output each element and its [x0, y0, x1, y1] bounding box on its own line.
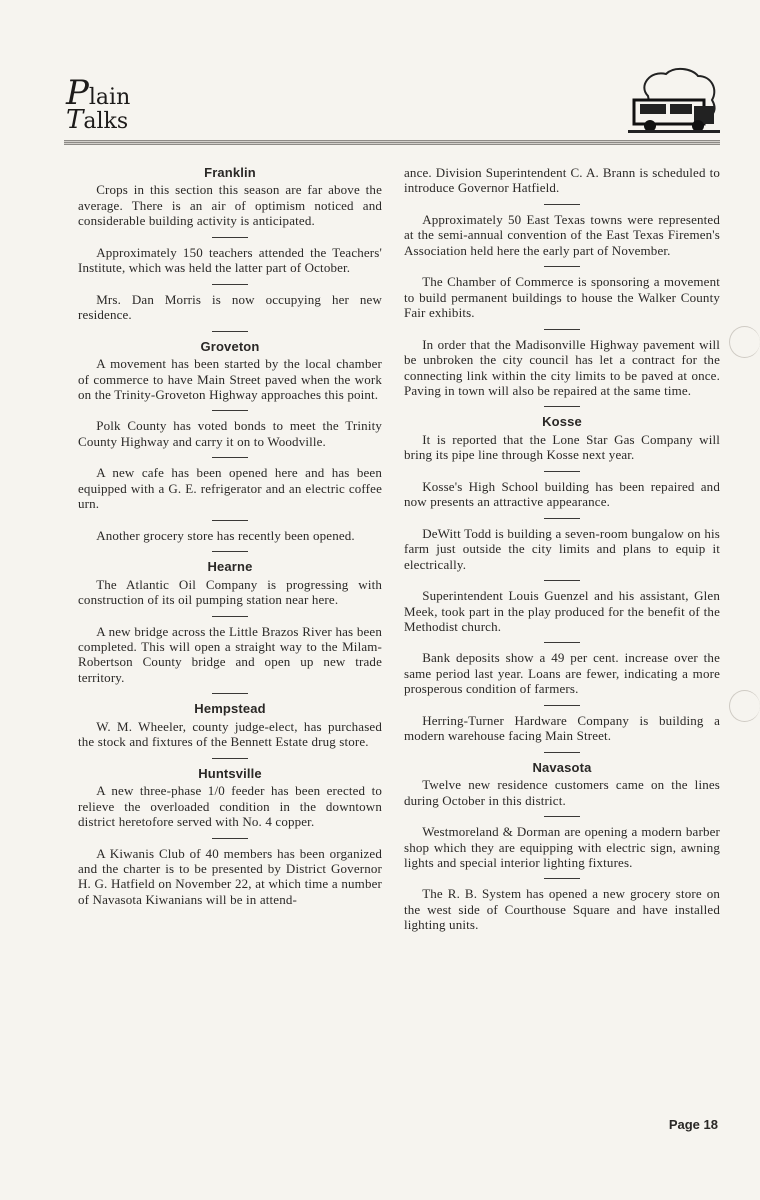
news-paragraph: A Kiwanis Club of 40 members has been organized and the charter is to be presented by District Governor H. G. Hatfield on November 22, at which time a number of Navasota Kiwanians will be in attend-	[78, 845, 382, 907]
news-paragraph: ance. Division Superintendent C. A. Brann is scheduled to introduce Governor Hatfield.	[404, 165, 720, 196]
section-divider	[544, 580, 580, 581]
section-divider	[212, 693, 248, 694]
town-heading: Huntsville	[198, 765, 262, 781]
news-paragraph: Approximately 150 teachers attended the Teachers' Institute, which was held the latter part of October.	[78, 244, 382, 276]
left-column	[78, 165, 382, 907]
news-paragraph: A movement has been started by the local chamber of commerce to have Main Street paved when the work on the Trinity-Groveton Highway approaches this point.	[78, 356, 382, 402]
news-paragraph: DeWitt Todd is building a seven-room bungalow on his farm just outside the city limits and plans to equip it electrically.	[404, 525, 720, 572]
section-divider	[544, 816, 580, 817]
punch-hole	[729, 690, 760, 722]
town-heading: Hempstead	[194, 701, 266, 717]
section-divider	[212, 457, 248, 458]
section-divider	[212, 551, 248, 552]
section-divider	[544, 329, 580, 330]
section-divider	[544, 752, 580, 753]
town-heading: Groveton	[200, 338, 260, 354]
news-paragraph: Herring-Turner Hardware Company is building a modern warehouse facing Main Street.	[404, 712, 720, 744]
news-paragraph: Crops in this section this season are far above the average. There is an air of optimism noticed and considerable building activity is anticipated.	[78, 182, 382, 229]
news-paragraph: A new cafe has been opened here and has been equipped with a G. E. refrigerator and an electric coffee urn.	[78, 465, 382, 512]
section-divider	[544, 518, 580, 519]
section-divider	[212, 838, 248, 839]
town-heading: Franklin	[204, 165, 256, 180]
section-divider	[544, 266, 580, 267]
news-paragraph: Twelve new residence customers came on the lines during October in this district.	[404, 777, 720, 808]
news-paragraph: Kosse's High School building has been repaired and now presents an attractive appearance.	[404, 478, 720, 510]
section-divider	[212, 520, 248, 521]
news-paragraph: Polk County has voted bonds to meet the Trinity County Highway and carry it on to Woodville.	[78, 418, 382, 449]
page-number: Page 18	[668, 1117, 718, 1132]
town-heading: Hearne	[207, 559, 253, 575]
news-paragraph: The Atlantic Oil Company is progressing with construction of its oil pumping station near here.	[78, 576, 382, 608]
truck-illustration	[628, 66, 720, 136]
header-rule	[64, 140, 720, 145]
section-divider	[544, 878, 580, 879]
section-divider	[544, 705, 580, 706]
section-divider	[212, 616, 248, 617]
news-paragraph: A new three-phase 1/0 feeder has been erected to relieve the overloaded condition in the downtown district heretofore served with No. 4 copper.	[78, 783, 382, 830]
plain-talks-logo: Plain Talks	[66, 73, 131, 135]
news-paragraph: The R. B. System has opened a new grocery store on the west side of Courthouse Square and have installed lighting units.	[404, 886, 720, 933]
news-paragraph: Mrs. Dan Morris is now occupying her new residence.	[78, 291, 382, 323]
town-heading: Kosse	[542, 414, 582, 430]
section-divider	[212, 331, 248, 332]
news-paragraph: Westmoreland & Dorman are opening a modern barber shop which they are equipping with electric sign, awning lights and special interior lighting fixtures.	[404, 824, 720, 870]
news-paragraph: Bank deposits show a 49 per cent. increase over the same period last year. Loans are fewer, indicating a more prosperous condition of farmers.	[404, 650, 720, 697]
news-paragraph: It is reported that the Lone Star Gas Company will bring its pipe line through Kosse next year.	[404, 431, 720, 463]
section-divider	[212, 410, 248, 411]
news-paragraph: W. M. Wheeler, county judge-elect, has purchased the stock and fixtures of the Bennett Estate drug store.	[78, 718, 382, 750]
right-column	[404, 165, 720, 933]
section-divider	[544, 471, 580, 472]
section-divider	[544, 406, 580, 407]
punch-hole	[729, 326, 760, 358]
news-paragraph: The Chamber of Commerce is sponsoring a movement to build permanent buildings to house the Walker County Fair exhibits.	[404, 274, 720, 321]
section-divider	[212, 284, 248, 285]
news-paragraph: In order that the Madisonville Highway pavement will be unbroken the city council has let a contract for the connecting link within the city limits to be paved at once. Paving in town will also be repaired at the same time.	[404, 336, 720, 398]
news-paragraph: A new bridge across the Little Brazos River has been completed. This will open a straight way to the Milam-Robertson County bridge and open up new trade territory.	[78, 623, 382, 685]
section-divider	[212, 758, 248, 759]
news-paragraph: Approximately 50 East Texas towns were represented at the semi-annual convention of the East Texas Firemen's Association held here the early part of November.	[404, 211, 720, 258]
section-divider	[212, 237, 248, 238]
news-paragraph: Superintendent Louis Guenzel and his assistant, Glen Meek, took part in the play produced for the benefit of the Methodist church.	[404, 588, 720, 634]
section-divider	[544, 642, 580, 643]
town-heading: Navasota	[532, 759, 592, 775]
news-paragraph: Another grocery store has recently been opened.	[96, 527, 355, 543]
section-divider	[544, 204, 580, 205]
